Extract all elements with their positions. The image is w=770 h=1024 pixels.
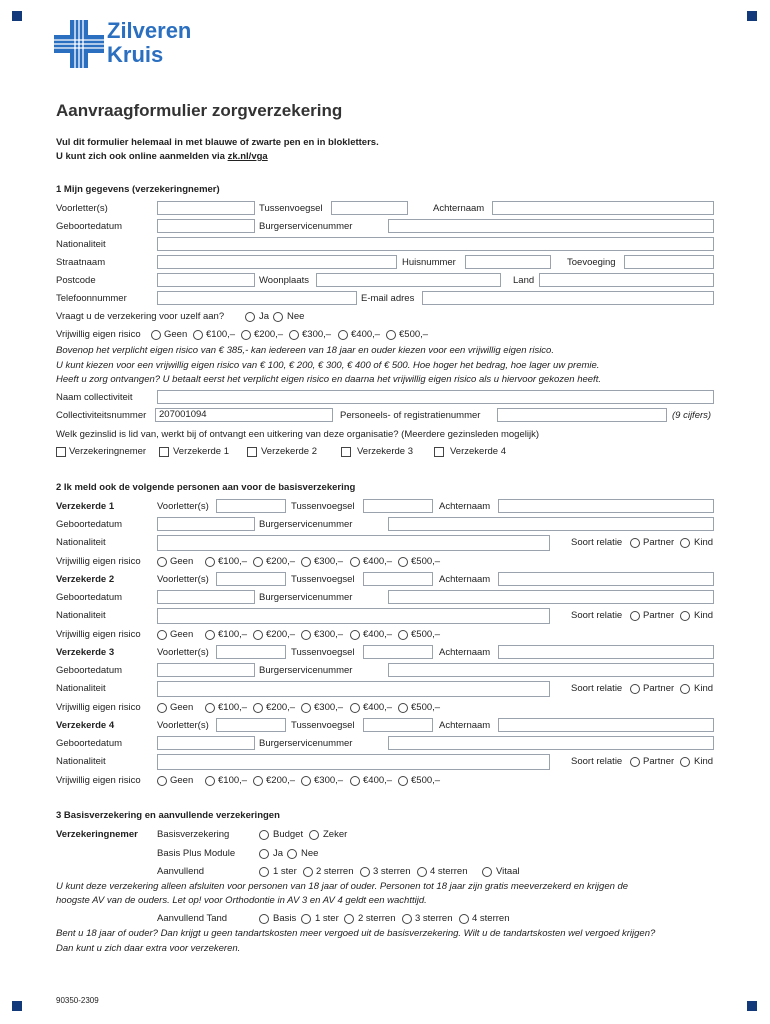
page-title: Aanvraagformulier zorgverzekering [56,101,343,120]
section1-heading: 1 Mijn gegevens (verzekeringnemer) [56,184,220,195]
radio-er-300[interactable] [289,330,299,340]
er-opt-label: Geen [170,775,194,786]
label-tand: Aanvullend Tand [157,913,228,924]
radio-tand-2sterren[interactable] [344,914,354,924]
label-basisplus: Basis Plus Module [157,848,236,859]
label-nationaliteit: Nationaliteit [56,537,106,548]
logo-line2: Kruis [107,42,164,67]
tand-note2: Dan kunt u zich daar extra voor verzekeren. [56,943,241,954]
nationaliteit-field[interactable] [157,237,714,251]
radio-kind[interactable] [680,538,690,548]
voorletters-field[interactable] [216,572,286,586]
eigen-risico-note2: U kunt kiezen voor een vrijwillig eigen risico van € 100, € 200, € 300, € 400 of € 500. Hoe hoger het bedrag, hoe lager uw premie. [56,360,600,371]
label-partner: Partner [643,537,675,548]
er-opt-label: Geen [170,702,194,713]
label-nationaliteit: Nationaliteit [56,683,106,694]
check-verzekerde4[interactable] [434,447,444,457]
radio-er-option[interactable] [253,776,263,786]
radio-av-4sterren[interactable] [417,867,427,877]
label-eigen-risico: Vrijwillig eigen risico [56,702,141,713]
label-bsn: Burgerservicenummer [259,665,353,676]
label-voorletters: Voorletter(s) [157,647,209,658]
voorletters-field[interactable] [216,499,286,513]
label-soort-relatie: Soort relatie [571,610,623,621]
bsn-field[interactable] [388,736,714,750]
eigen-risico-note3: Heeft u zorg ontvangen? U betaalt eerst het verplicht eigen risico en daarna het vrijwillig eigen risico als u hiervoor gekozen heeft. [56,374,601,385]
label-geboortedatum: Geboortedatum [56,592,123,603]
check-label: Verzekerde 1 [173,446,229,457]
av-opt-label: 2 sterren [316,866,354,877]
radio-er-option[interactable] [157,776,167,786]
land-field[interactable] [539,273,714,287]
label-eigen-risico: Vrijwillig eigen risico [56,556,141,567]
person-label: Verzekerde 2 [56,574,115,585]
check-label: Verzekeringnemer [69,446,147,457]
geboortedatum-field[interactable] [157,663,255,677]
label-bsn: Burgerservicenummer [259,738,353,749]
label-toevoeging: Toevoeging [567,257,616,268]
av-opt-label: 3 sterren [373,866,411,877]
label-basisplus-nee: Nee [301,848,319,859]
radio-er-option[interactable] [398,703,408,713]
coll-nr-field[interactable]: 207001094 [155,408,333,422]
radio-av-vitaal[interactable] [482,867,492,877]
check-label: Verzekerde 4 [450,446,506,457]
email-field[interactable] [422,291,714,305]
radio-er-option[interactable] [398,776,408,786]
label-nationaliteit: Nationaliteit [56,239,106,250]
corner-marker [747,1001,757,1011]
radio-av-3sterren[interactable] [360,867,370,877]
radio-er-400[interactable] [338,330,348,340]
label-personeels: Personeels- of registratienummer [340,410,481,421]
label-soort-relatie: Soort relatie [571,683,623,694]
radio-tand-3sterren[interactable] [402,914,412,924]
geboortedatum-field[interactable] [157,219,255,233]
radio-er-option[interactable] [398,630,408,640]
telefoon-field[interactable] [157,291,357,305]
radio-er-option[interactable] [205,557,215,567]
intro-line1: Vul dit formulier helemaal in met blauwe of zwarte pen en in blokletters. [56,137,379,148]
label-aanvullend: Aanvullend [157,866,205,877]
intro-line2-prefix: U kunt zich ook online aanmelden via [56,151,228,162]
radio-kind[interactable] [680,611,690,621]
label-bsn: Burgerservicenummer [259,592,353,603]
label-tussenvoegsel: Tussenvoegsel [291,720,355,731]
collectiviteit-field[interactable] [157,390,714,404]
er-opt-label: €100,– [218,775,248,786]
bsn-field[interactable] [388,517,714,531]
er-opt-label: €300,– [314,702,344,713]
label-partner: Partner [643,756,675,767]
bsn-field[interactable] [388,663,714,677]
er-opt-label: €400,– [363,629,393,640]
label-collectiviteit: Naam collectiviteit [56,392,133,403]
radio-er-option[interactable] [350,557,360,567]
er-opt-label: €100,– [218,702,248,713]
voorletters-field[interactable] [216,645,286,659]
label-achternaam: Achternaam [439,574,491,585]
tand-note1: Bent u 18 jaar of ouder? Dan krijgt u geen tandartskosten meer vergoed uit de basisverzekering. Wilt u de tandartskosten wel vergoed krijgen? [56,928,656,939]
er-opt-label: €500,– [411,629,441,640]
label-partner: Partner [643,610,675,621]
cross-logo-icon [54,20,104,68]
radio-er-option[interactable] [157,630,167,640]
label-voorletters: Voorletter(s) [157,720,209,731]
radio-er-option[interactable] [301,703,311,713]
radio-partner[interactable] [630,611,640,621]
check-label: Verzekerde 3 [357,446,413,457]
label-budget: Budget [273,829,304,840]
radio-er-100[interactable] [193,330,203,340]
label-nee: Nee [287,311,305,322]
label-coll-nr: Collectiviteitsnummer [56,410,147,421]
label-achternaam: Achternaam [439,647,491,658]
tussenvoegsel-field[interactable] [363,572,433,586]
corner-marker [12,1001,22,1011]
tand-opt-label: 3 sterren [415,913,453,924]
er-opt-label: €100,– [206,329,236,340]
label-eigen-risico: Vrijwillig eigen risico [56,329,141,340]
check-verzekerde3[interactable] [341,447,351,457]
er-opt-label: €100,– [218,556,248,567]
logo-line1: Zilveren [107,18,192,43]
radio-er-geen[interactable] [151,330,161,340]
huisnummer-field[interactable] [465,255,551,269]
radio-zeker[interactable] [309,830,319,840]
nationaliteit-field[interactable] [157,608,550,624]
tand-opt-label: 4 sterren [472,913,510,924]
check-verzekerde1[interactable] [159,447,169,457]
tussenvoegsel-field[interactable] [331,201,408,215]
online-link[interactable]: zk.nl/vga [227,151,268,162]
tand-opt-label: 2 sterren [358,913,396,924]
er-opt-label: €400,– [363,702,393,713]
label-soort-relatie: Soort relatie [571,756,623,767]
label-kind: Kind [694,610,714,621]
er-opt-label: €500,– [411,556,441,567]
radio-kind[interactable] [680,684,690,694]
person-label: Verzekerde 1 [56,501,115,512]
radio-kind[interactable] [680,757,690,767]
voorletters-field[interactable] [216,718,286,732]
radio-partner[interactable] [630,757,640,767]
label-cijfers: (9 cijfers) [672,410,712,421]
label-zeker: Zeker [323,829,348,840]
achternaam-field[interactable] [498,499,714,513]
radio-tand-4sterren[interactable] [459,914,469,924]
corner-marker [12,11,22,21]
achternaam-field[interactable] [492,201,714,215]
tand-opt-label: Basis [273,913,297,924]
radio-er-500[interactable] [386,330,396,340]
eigen-risico-note1: Bovenop het verplicht eigen risico van € 385,- kan iedereen van 18 jaar en ouder kiezen voor een vrijwillig eigen risico. [56,345,554,356]
geboortedatum-field[interactable] [157,590,255,604]
label-achternaam: Achternaam [439,720,491,731]
toevoeging-field[interactable] [624,255,714,269]
label-telefoon: Telefoonnummer [56,293,127,304]
er-opt-label: €300,– [314,629,344,640]
person-label: Verzekerde 3 [56,647,115,658]
er-opt-label: Geen [170,629,194,640]
er-opt-label: €200,– [266,702,296,713]
radio-budget[interactable] [259,830,269,840]
label-geboortedatum: Geboortedatum [56,738,123,749]
label-kind: Kind [694,756,714,767]
radio-er-option[interactable] [157,703,167,713]
er-opt-label: €200,– [266,775,296,786]
label-postcode: Postcode [56,275,96,286]
radio-er-option[interactable] [205,630,215,640]
label-ja: Ja [259,311,270,322]
radio-tand-1ster[interactable] [301,914,311,924]
er-opt-label: Geen [170,556,194,567]
radio-tand-basis[interactable] [259,914,269,924]
label-tussenvoegsel: Tussenvoegsel [259,203,323,214]
nationaliteit-field[interactable] [157,681,550,697]
radio-er-option[interactable] [253,630,263,640]
footer-code: 90350-2309 [56,996,99,1005]
radio-er-option[interactable] [350,776,360,786]
radio-partner[interactable] [630,538,640,548]
geboortedatum-field[interactable] [157,517,255,531]
nationaliteit-field[interactable] [157,754,550,770]
woonplaats-field[interactable] [316,273,501,287]
label-achternaam: Achternaam [439,501,491,512]
er-opt-label: €200,– [254,329,284,340]
label-geboortedatum: Geboortedatum [56,665,123,676]
label-soort-relatie: Soort relatie [571,537,623,548]
tand-opt-label: 1 ster [315,913,339,924]
label-achternaam: Achternaam [433,203,485,214]
radio-er-option[interactable] [157,557,167,567]
label-bsn: Burgerservicenummer [259,519,353,530]
label-bsn: Burgerservicenummer [259,221,353,232]
bsn-field[interactable] [388,219,714,233]
straatnaam-field[interactable] [157,255,397,269]
label-tussenvoegsel: Tussenvoegsel [291,647,355,658]
av-opt-label: 4 sterren [430,866,468,877]
er-opt-label: €400,– [363,556,393,567]
logo [54,20,214,68]
bsn-field[interactable] [388,590,714,604]
radio-er-option[interactable] [301,630,311,640]
tussenvoegsel-field[interactable] [363,499,433,513]
tussenvoegsel-field[interactable] [363,645,433,659]
radio-av-1ster[interactable] [259,867,269,877]
label-huisnummer: Huisnummer [402,257,456,268]
question-gezinslid: Welk gezinslid is lid van, werkt bij of ontvangt een uitkering van deze organisatie? (Meerdere gezinsleden mogelijk) [56,429,539,440]
label-voorletters: Voorletter(s) [56,203,108,214]
achternaam-field[interactable] [498,645,714,659]
label-straatnaam: Straatnaam [56,257,106,268]
radio-av-2sterren[interactable] [303,867,313,877]
aanvullend-note2: hoogste AV van de ouders. Let op! voor Orthodontie in AV 3 en AV 4 geldt een wachttijd. [56,895,427,906]
corner-marker [747,11,757,21]
er-opt-label: €300,– [314,775,344,786]
section3-heading: 3 Basisverzekering en aanvullende verzekeringen [56,810,280,821]
label-geboortedatum: Geboortedatum [56,221,123,232]
radio-nee[interactable] [273,312,283,322]
er-opt-label: €500,– [399,329,429,340]
label-voorletters: Voorletter(s) [157,501,209,512]
er-opt-label: €300,– [314,556,344,567]
nationaliteit-field[interactable] [157,535,550,551]
er-opt-label: €200,– [266,556,296,567]
question-self: Vraagt u de verzekering voor uzelf aan? [56,311,225,322]
er-opt-label: €200,– [266,629,296,640]
label-woonplaats: Woonplaats [259,275,309,286]
label-verzekeringnemer: Verzekeringnemer [56,829,138,840]
postcode-field[interactable] [157,273,255,287]
tussenvoegsel-field[interactable] [363,718,433,732]
aanvullend-note1: U kunt deze verzekering alleen afsluiten voor personen van 18 jaar of ouder. Personen tot 18 jaar zijn gratis meeverzekerd en krijgen de [56,881,629,892]
label-tussenvoegsel: Tussenvoegsel [291,501,355,512]
label-nationaliteit: Nationaliteit [56,756,106,767]
er-opt-label: €400,– [351,329,381,340]
intro-line2 [56,151,268,163]
er-opt-label: €100,– [218,629,248,640]
radio-partner[interactable] [630,684,640,694]
label-basisplus-ja: Ja [273,848,284,859]
er-opt-label: €500,– [411,702,441,713]
radio-ja[interactable] [245,312,255,322]
radio-er-option[interactable] [253,557,263,567]
personeels-field[interactable] [497,408,667,422]
section2-heading: 2 Ik meld ook de volgende personen aan voor de basisverzekering [56,482,356,493]
radio-er-200[interactable] [241,330,251,340]
radio-er-option[interactable] [205,703,215,713]
geboortedatum-field[interactable] [157,736,255,750]
label-voorletters: Voorletter(s) [157,574,209,585]
label-nationaliteit: Nationaliteit [56,610,106,621]
label-land: Land [513,275,535,286]
achternaam-field[interactable] [498,572,714,586]
label-basisverzekering: Basisverzekering [157,829,230,840]
av-opt-label: Vitaal [496,866,520,877]
voorletters-field[interactable] [157,201,255,215]
label-email: E-mail adres [361,293,415,304]
label-geboortedatum: Geboortedatum [56,519,123,530]
er-opt-label: €500,– [411,775,441,786]
check-label: Verzekerde 2 [261,446,317,457]
label-eigen-risico: Vrijwillig eigen risico [56,775,141,786]
check-verzekerde2[interactable] [247,447,257,457]
radio-basisplus-nee[interactable] [287,849,297,859]
radio-er-option[interactable] [398,557,408,567]
radio-er-option[interactable] [350,703,360,713]
person-label: Verzekerde 4 [56,720,115,731]
label-tussenvoegsel: Tussenvoegsel [291,574,355,585]
label-kind: Kind [694,683,714,694]
radio-basisplus-ja[interactable] [259,849,269,859]
label-partner: Partner [643,683,675,694]
radio-er-option[interactable] [253,703,263,713]
av-opt-label: 1 ster [273,866,297,877]
radio-er-option[interactable] [301,776,311,786]
er-opt-label: €400,– [363,775,393,786]
er-opt-label: Geen [164,329,188,340]
radio-er-option[interactable] [301,557,311,567]
radio-er-option[interactable] [205,776,215,786]
label-kind: Kind [694,537,714,548]
radio-er-option[interactable] [350,630,360,640]
label-eigen-risico: Vrijwillig eigen risico [56,629,141,640]
achternaam-field[interactable] [498,718,714,732]
check-verzekeringnemer[interactable] [56,447,66,457]
er-opt-label: €300,– [302,329,332,340]
